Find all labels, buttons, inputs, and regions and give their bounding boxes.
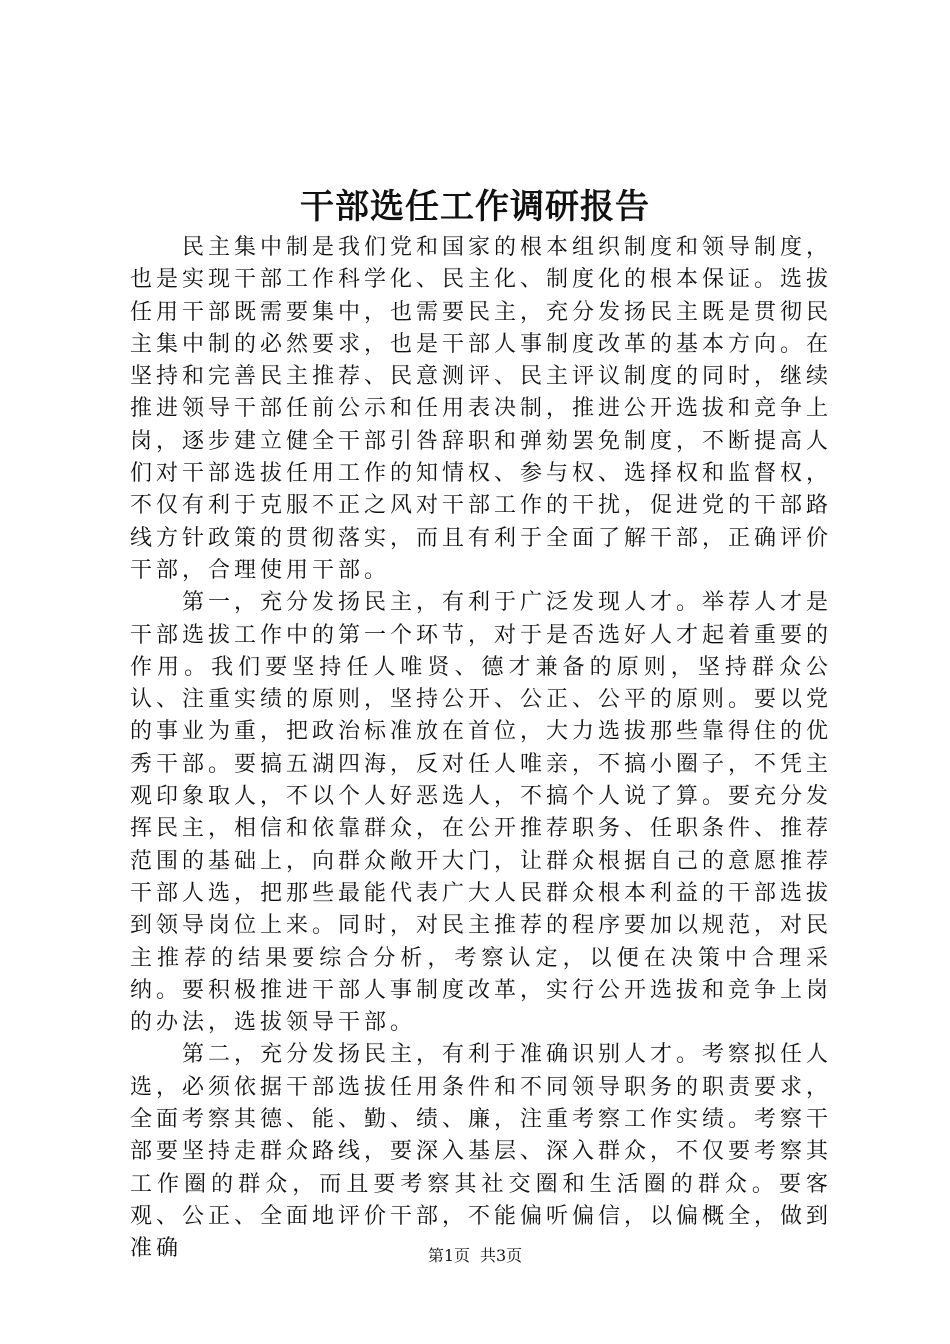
page-total: 共3页	[480, 1246, 523, 1265]
page-number: 第1页	[427, 1246, 470, 1265]
paragraph-first-point: 第一，充分发扬民主，有利于广泛发现人才。举荐人才是干部选拔工作中的第一个环节，对于是否选好人才起着重要的作用。我们要坚持任人唯贤、德才兼备的原则，坚持群众公认、注重实绩的原则，坚持公开、公正、公平的原则。要以党的事业为重，把政治标准放在首位，大力选拔那些靠得住的优秀干部。要搞五湖四海，反对任人唯亲，不搞小圈子，不凭主观印象取人，不以个人好恶选人，不搞个人说了算。要充分发挥民主，相信和依靠群众，在公开推荐职务、任职条件、推荐范围的基础上，向群众敞开大门，让群众根据自己的意愿推荐干部人选，把那些最能代表广大人民群众根本利益的干部选拔到领导岗位上来。同时，对民主推荐的程序要加以规范，对民主推荐的结果要综合分析，考察认定，以便在决策中合理采纳。要积极推进干部人事制度改革，实行公开选拔和竞争上岗的办法，选拔领导干部。	[130, 590, 833, 1036]
page-footer	[0, 1245, 950, 1267]
document-title: 干部选任工作调研报告	[300, 187, 650, 227]
paragraph-second-point: 第二，充分发扬民主，有利于准确识别人才。考察拟任人选，必须依据干部选拔任用条件和不同领导职务的职责要求，全面考察其德、能、勤、绩、廉，注重考察工作实绩。考察干部要坚持走群众路线，要深入基层、深入群众，不仅要考察其工作圈的群众，而且要考察其社交圈和生活圈的群众。要客观、公正、全面地评价干部，不能偏听偏信，以偏概全，做到准确	[130, 1042, 833, 1262]
document-body	[130, 232, 832, 1266]
paragraph-intro: 民主集中制是我们党和国家的根本组织制度和领导制度，也是实现干部工作科学化、民主化、制度化的根本保证。选拔任用干部既需要集中，也需要民主，充分发扬民主既是贯彻民主集中制的必然要求，也是干部人事制度改革的基本方向。在坚持和完善民主推荐、民意测评、民主评议制度的同时，继续推进领导干部任前公示和任用表决制，推进公开选拔和竞争上岗，逐步建立健全干部引咎辞职和弹劾罢免制度，不断提高人们对干部选拔任用工作的知情权、参与权、选择权和监督权，不仅有利于克服不正之风对干部工作的干扰，促进党的干部路线方针政策的贯彻落实，而且有利于全面了解干部，正确评价干部，合理使用干部。	[130, 235, 833, 583]
